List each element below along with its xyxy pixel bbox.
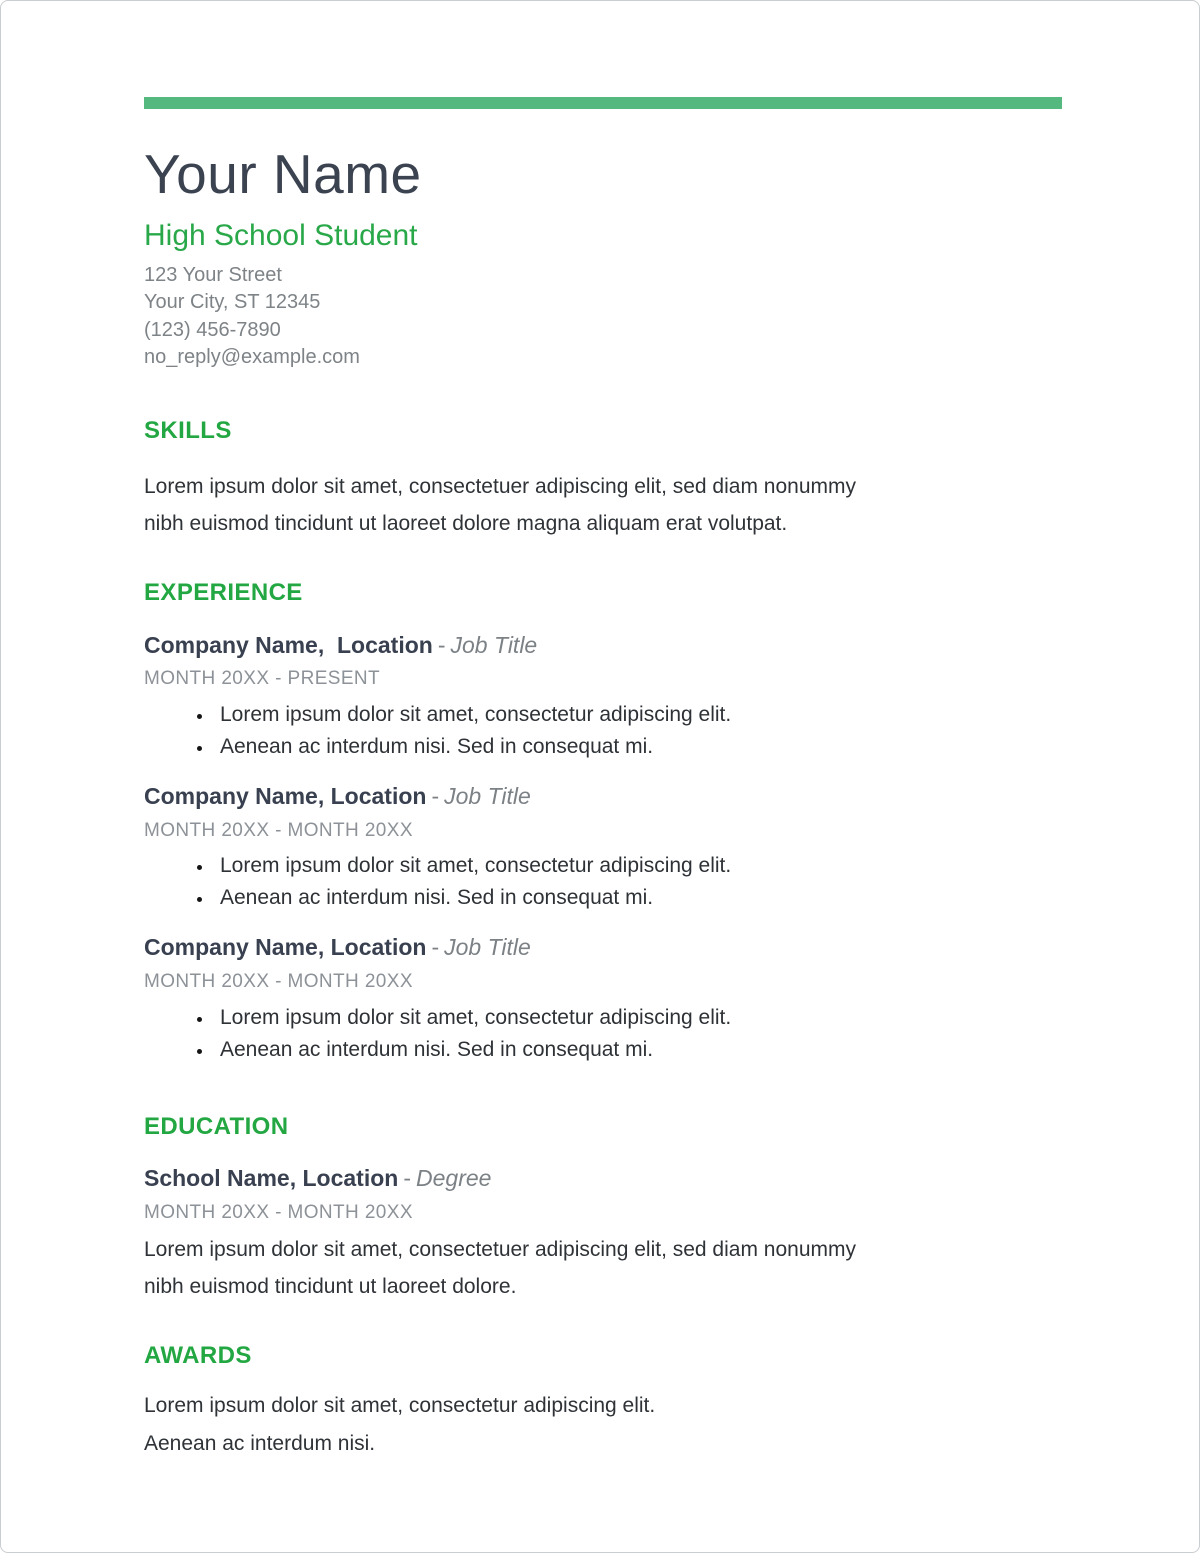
skills-body: Lorem ipsum dolor sit amet, consectetuer adipiscing elit, sed diam nonummy nibh euismod tincidunt ut laoreet dolore magna aliquam erat volutpat.	[144, 475, 856, 536]
page-title: Your Name	[144, 143, 422, 205]
bullet-item: • Aenean ac interdum nisi. Sed in consequat mi.	[214, 1034, 1062, 1066]
awards-line: Lorem ipsum dolor sit amet, consectetur adipiscing elit.	[144, 1394, 656, 1418]
awards-heading: AWARDS	[144, 1341, 252, 1369]
entry-dates: MONTH 20XX - MONTH 20XX	[144, 819, 413, 841]
section-skills	[144, 418, 1062, 542]
entry-role: Job Title	[444, 782, 531, 809]
company-name: Company Name, Location	[144, 934, 427, 961]
entry-title	[144, 783, 1062, 811]
entry-bullet-list	[144, 699, 1062, 763]
title-separator: -	[437, 631, 446, 658]
entry-dates: MONTH 20XX - MONTH 20XX	[144, 1201, 413, 1223]
entry-dates: MONTH 20XX - MONTH 20XX	[144, 971, 413, 992]
entry-title	[144, 632, 1062, 660]
company-name: Company Name, Location	[144, 782, 427, 809]
contact-street: 123 Your Street	[144, 263, 282, 286]
skills-heading: SKILLS	[144, 416, 232, 444]
entry-role: Job Title	[444, 934, 531, 961]
title-separator: -	[431, 782, 440, 809]
education-body: Lorem ipsum dolor sit amet, consectetuer adipiscing elit, sed diam nonummy nibh euismod tincidunt ut laoreet dolore.	[144, 1237, 856, 1298]
bullet-item: • Lorem ipsum dolor sit amet, consectetur adipiscing elit.	[214, 1002, 1062, 1034]
entry-title	[144, 934, 1062, 962]
title-separator: -	[431, 934, 440, 961]
bullet-item: • Aenean ac interdum nisi. Sed in consequat mi.	[214, 882, 1062, 914]
bullet-item: • Lorem ipsum dolor sit amet, consectetur adipiscing elit.	[214, 850, 1062, 882]
entry-dates: MONTH 20XX - PRESENT	[144, 668, 381, 690]
entry-title	[144, 1165, 1062, 1193]
entry-bullet-list	[144, 850, 1062, 914]
entry-role: Job Title	[450, 631, 538, 658]
section-awards	[144, 1343, 1062, 1457]
experience-entry	[144, 632, 1062, 763]
experience-entry	[144, 783, 1062, 914]
bullet-item: • Lorem ipsum dolor sit amet, consectetur adipiscing elit.	[214, 699, 1062, 731]
section-education	[144, 1114, 1062, 1305]
awards-line: Aenean ac interdum nisi.	[144, 1432, 376, 1456]
education-entry	[144, 1165, 1062, 1304]
bullet-item: • Aenean ac interdum nisi. Sed in consequat mi.	[214, 731, 1062, 763]
contact-block	[144, 262, 1062, 372]
accent-bar	[144, 97, 1062, 109]
entry-bullet-list	[144, 1002, 1062, 1066]
section-experience	[144, 580, 1062, 1066]
education-heading: EDUCATION	[144, 1112, 289, 1140]
contact-phone: (123) 456-7890	[144, 318, 281, 341]
experience-entry	[144, 934, 1062, 1065]
title-separator: -	[403, 1165, 411, 1192]
school-name: School Name, Location	[144, 1165, 399, 1192]
resume-header	[144, 143, 1062, 372]
company-name: Company Name, Location	[144, 631, 433, 658]
contact-email: no_reply@example.com	[144, 346, 360, 369]
job-title-subheading: High School Student	[144, 218, 418, 252]
degree-label: Degree	[416, 1165, 492, 1192]
experience-heading: EXPERIENCE	[144, 579, 303, 607]
contact-city: Your City, ST 12345	[144, 291, 321, 314]
